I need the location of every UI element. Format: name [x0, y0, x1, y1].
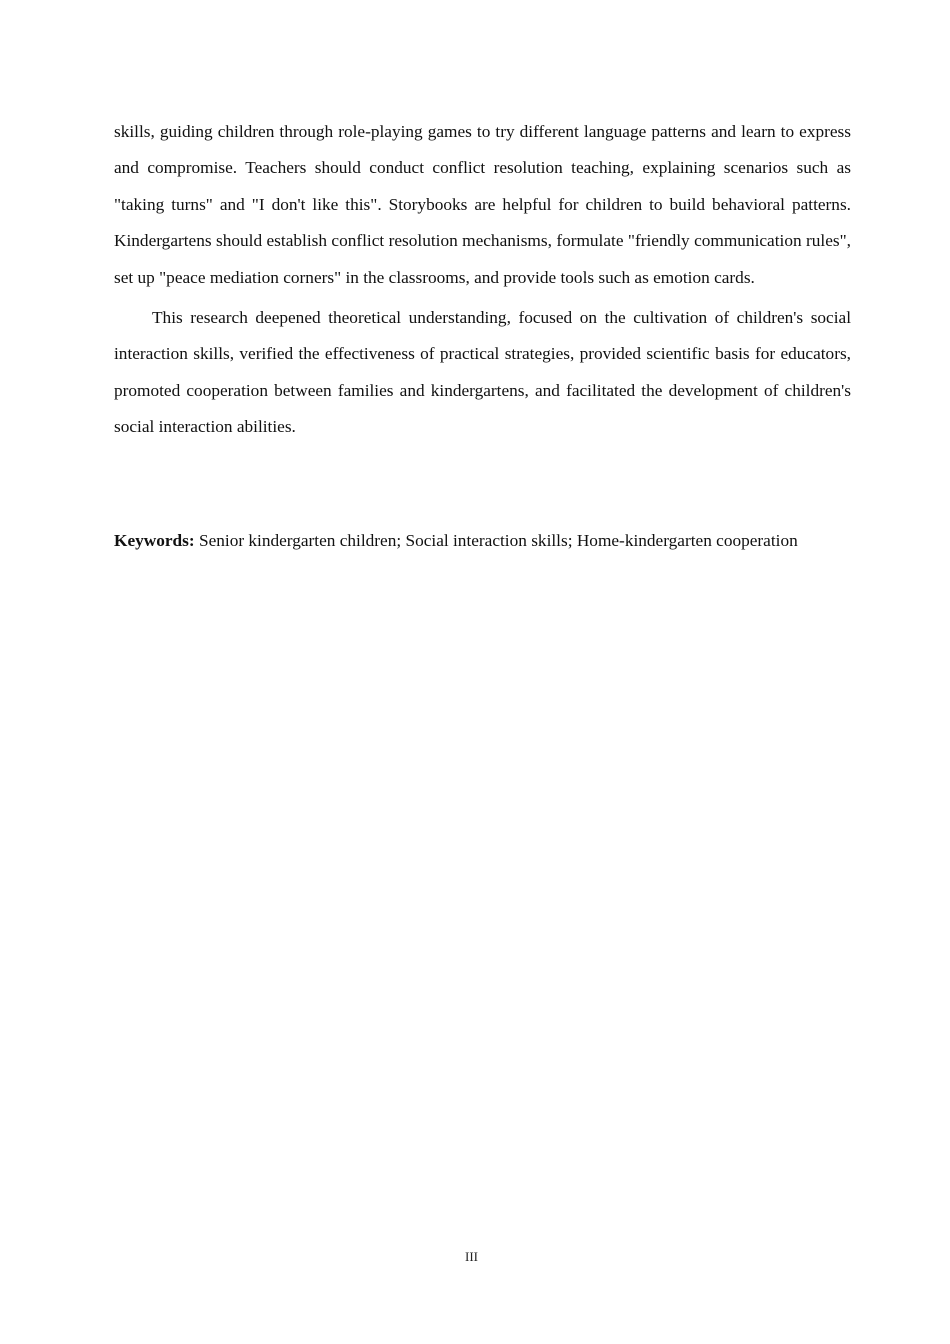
abstract-paragraph-continued: skills, guiding children through role-playing games to try different language patterns and learn to express and compromise. Teachers should conduct conflict resolution teaching, explaining scenarios such as "taking turns" and "I don't like this". Storybooks are helpful for children to build behavioral patterns. Kindergartens should establish conflict resolution mechanisms, formulate "friendly communication rules", set up "peace mediation corners" in the classrooms, and provide tools such as emotion cards.	[114, 122, 851, 287]
abstract-paragraph-conclusion: This research deepened theoretical understanding, focused on the cultivation of children's social interaction skills, verified the effectiveness of practical strategies, provided scientific basis for educators, promoted cooperation between families and kindergartens, and facilitated the development of children's social interaction abilities.	[114, 308, 851, 437]
keywords-label: Keywords:	[114, 531, 195, 550]
page-number: III	[465, 1249, 478, 1264]
keywords-line	[114, 523, 851, 559]
keywords-text: Senior kindergarten children; Social interaction skills; Home-kindergarten cooperation	[198, 531, 798, 550]
abstract-body	[114, 114, 851, 446]
